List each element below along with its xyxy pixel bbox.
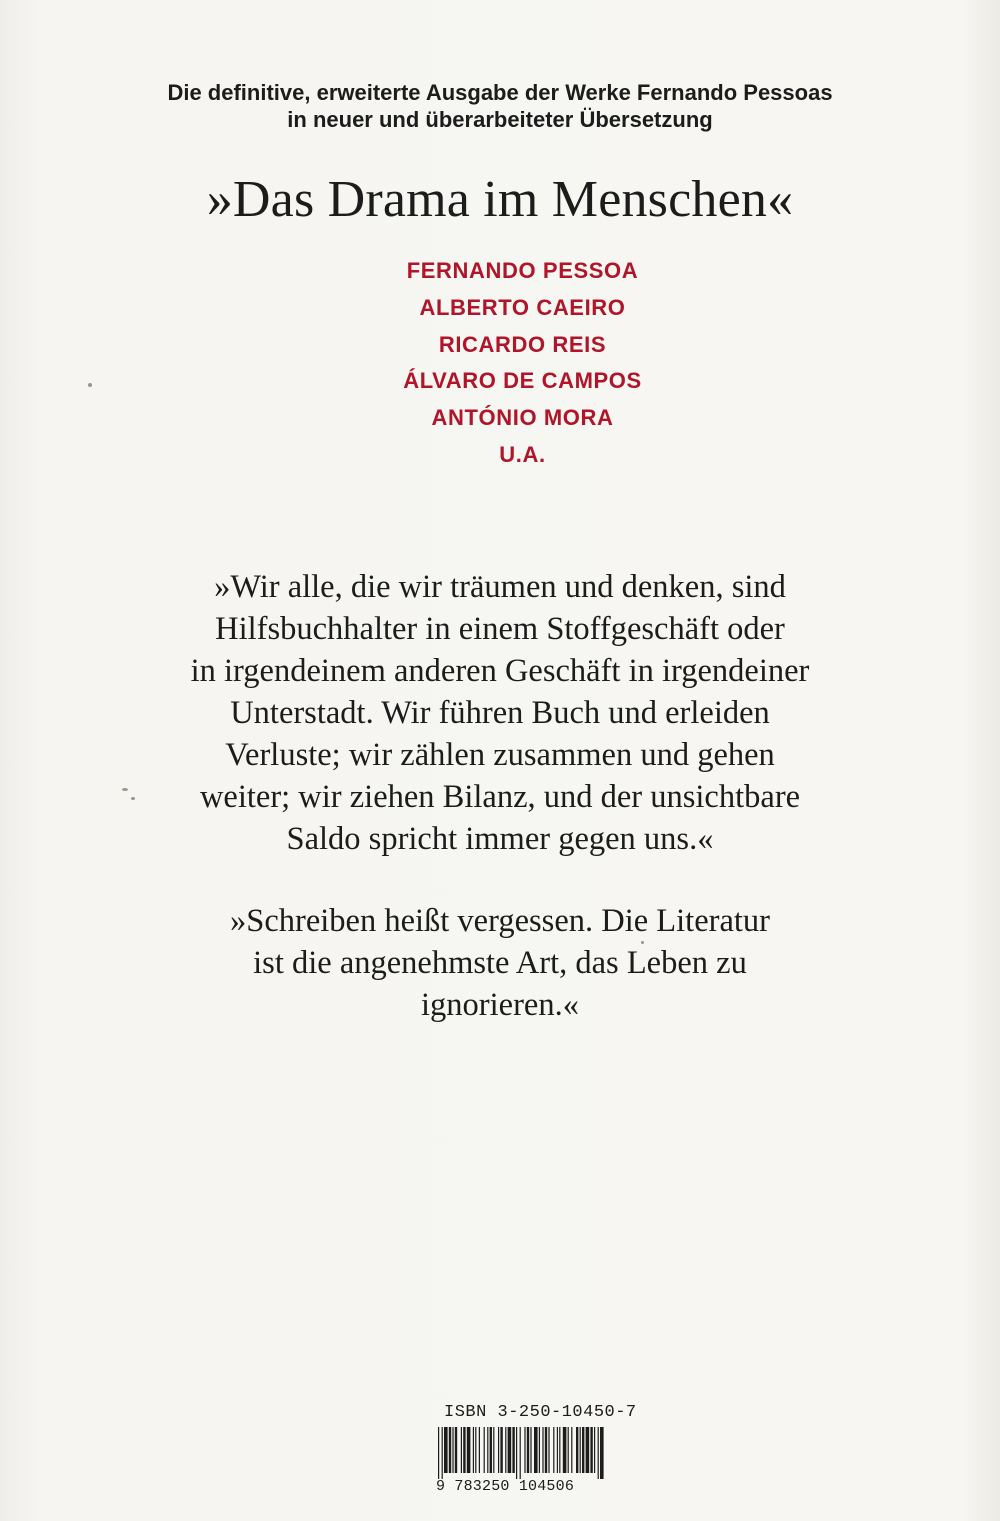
quote-line: »Schreiben heißt vergessen. Die Literatur bbox=[230, 903, 770, 939]
barcode-bar bbox=[452, 1427, 453, 1473]
barcode-bar bbox=[563, 1427, 567, 1473]
barcode-bar bbox=[527, 1427, 529, 1473]
paper-speck bbox=[122, 788, 128, 791]
barcode-bar bbox=[473, 1427, 474, 1473]
barcode-bar bbox=[571, 1427, 572, 1473]
subtitle-line-1: Die definitive, erweiterte Ausgabe der Werke Fernando Pessoas bbox=[167, 80, 833, 105]
barcode-bar bbox=[461, 1427, 462, 1473]
barcode-bar bbox=[449, 1427, 451, 1473]
heteronym-name: ALBERTO CAEIRO bbox=[419, 294, 626, 320]
barcode-bar bbox=[594, 1427, 595, 1473]
barcode-bar bbox=[586, 1427, 590, 1473]
barcode-bar bbox=[463, 1427, 465, 1473]
quote-line: weiter; wir ziehen Bilanz, und der unsichtbare bbox=[199, 779, 801, 815]
barcode-bar bbox=[490, 1427, 492, 1473]
barcode-bar bbox=[582, 1427, 584, 1473]
barcode-bar bbox=[508, 1427, 512, 1473]
barcode-bar bbox=[442, 1427, 443, 1479]
barcode-bar bbox=[520, 1427, 521, 1479]
quote-line: Verluste; wir zählen zusammen und gehen bbox=[225, 737, 775, 773]
barcode-bar bbox=[568, 1427, 569, 1473]
paper-speck bbox=[88, 383, 92, 387]
quote-line: in irgendeinem anderen Geschäft in irgendeiner bbox=[190, 653, 810, 689]
barcode-bar bbox=[444, 1427, 448, 1473]
barcode-bar bbox=[524, 1427, 525, 1473]
barcode-bar bbox=[534, 1427, 538, 1473]
barcode-bar bbox=[576, 1427, 578, 1473]
heteronym-name: ANTÓNIO MORA bbox=[431, 405, 614, 431]
quote-line: Hilfsbuchhalter in einem Stoffgeschäft oder bbox=[215, 611, 785, 647]
quote-line: ignorieren.« bbox=[421, 987, 579, 1023]
barcode-bar bbox=[553, 1427, 554, 1473]
quote-writing bbox=[0, 900, 1000, 1026]
barcode-bar bbox=[475, 1427, 476, 1473]
heteronym-name: ÁLVARO DE CAMPOS bbox=[403, 368, 642, 394]
edition-subtitle bbox=[0, 79, 1000, 133]
barcode-bar bbox=[438, 1427, 439, 1479]
barcode-bar bbox=[498, 1427, 499, 1473]
barcode-bar bbox=[590, 1427, 592, 1473]
subtitle-line-2: in neuer und überarbeiteter Übersetzung bbox=[287, 107, 713, 132]
isbn-number: ISBN 3-250-10450-7 bbox=[444, 1403, 637, 1422]
barcode-bar bbox=[516, 1427, 517, 1479]
barcode-block bbox=[434, 1403, 637, 1498]
barcode-bar bbox=[500, 1427, 502, 1473]
barcode-bar bbox=[467, 1427, 471, 1473]
barcode-bar bbox=[598, 1427, 599, 1479]
book-title: »Das Drama im Menschen« bbox=[206, 171, 794, 228]
barcode-bar bbox=[545, 1427, 547, 1473]
heteronym-list bbox=[0, 253, 1000, 474]
quote-line: ist die angenehmste Art, das Leben zu bbox=[253, 945, 747, 981]
barcode-bar bbox=[512, 1427, 514, 1473]
barcode-bar bbox=[530, 1427, 531, 1473]
barcode-bar bbox=[580, 1427, 581, 1473]
barcode-bar bbox=[539, 1427, 540, 1473]
barcode-bar bbox=[559, 1427, 560, 1473]
barcode-bar bbox=[505, 1427, 506, 1473]
paper-speck bbox=[641, 941, 644, 944]
heteronym-name: FERNANDO PESSOA bbox=[406, 258, 639, 283]
barcode-bar bbox=[487, 1427, 488, 1473]
paper-speck bbox=[131, 797, 135, 800]
barcode-bar bbox=[479, 1427, 480, 1473]
barcode-bar bbox=[493, 1427, 494, 1473]
barcode-bar bbox=[600, 1427, 604, 1479]
barcode-bar bbox=[484, 1427, 485, 1473]
heteronym-name: U.A. bbox=[499, 441, 546, 467]
barcode-icon bbox=[434, 1427, 604, 1479]
quote-bookkeepers bbox=[0, 566, 1000, 860]
barcode-bar bbox=[455, 1427, 457, 1473]
quote-line: Saldo spricht immer gegen uns.« bbox=[286, 821, 714, 857]
barcode-bar bbox=[542, 1427, 543, 1473]
barcode-bar bbox=[557, 1427, 558, 1473]
barcode-bar bbox=[548, 1427, 549, 1473]
quote-line: Unterstadt. Wir führen Buch und erleiden bbox=[230, 695, 770, 731]
quote-line: »Wir alle, die wir träumen und denken, sind bbox=[214, 569, 786, 605]
heteronym-name: RICARDO REIS bbox=[438, 331, 607, 357]
ean-number: 9 783250 104506 bbox=[436, 1478, 575, 1495]
